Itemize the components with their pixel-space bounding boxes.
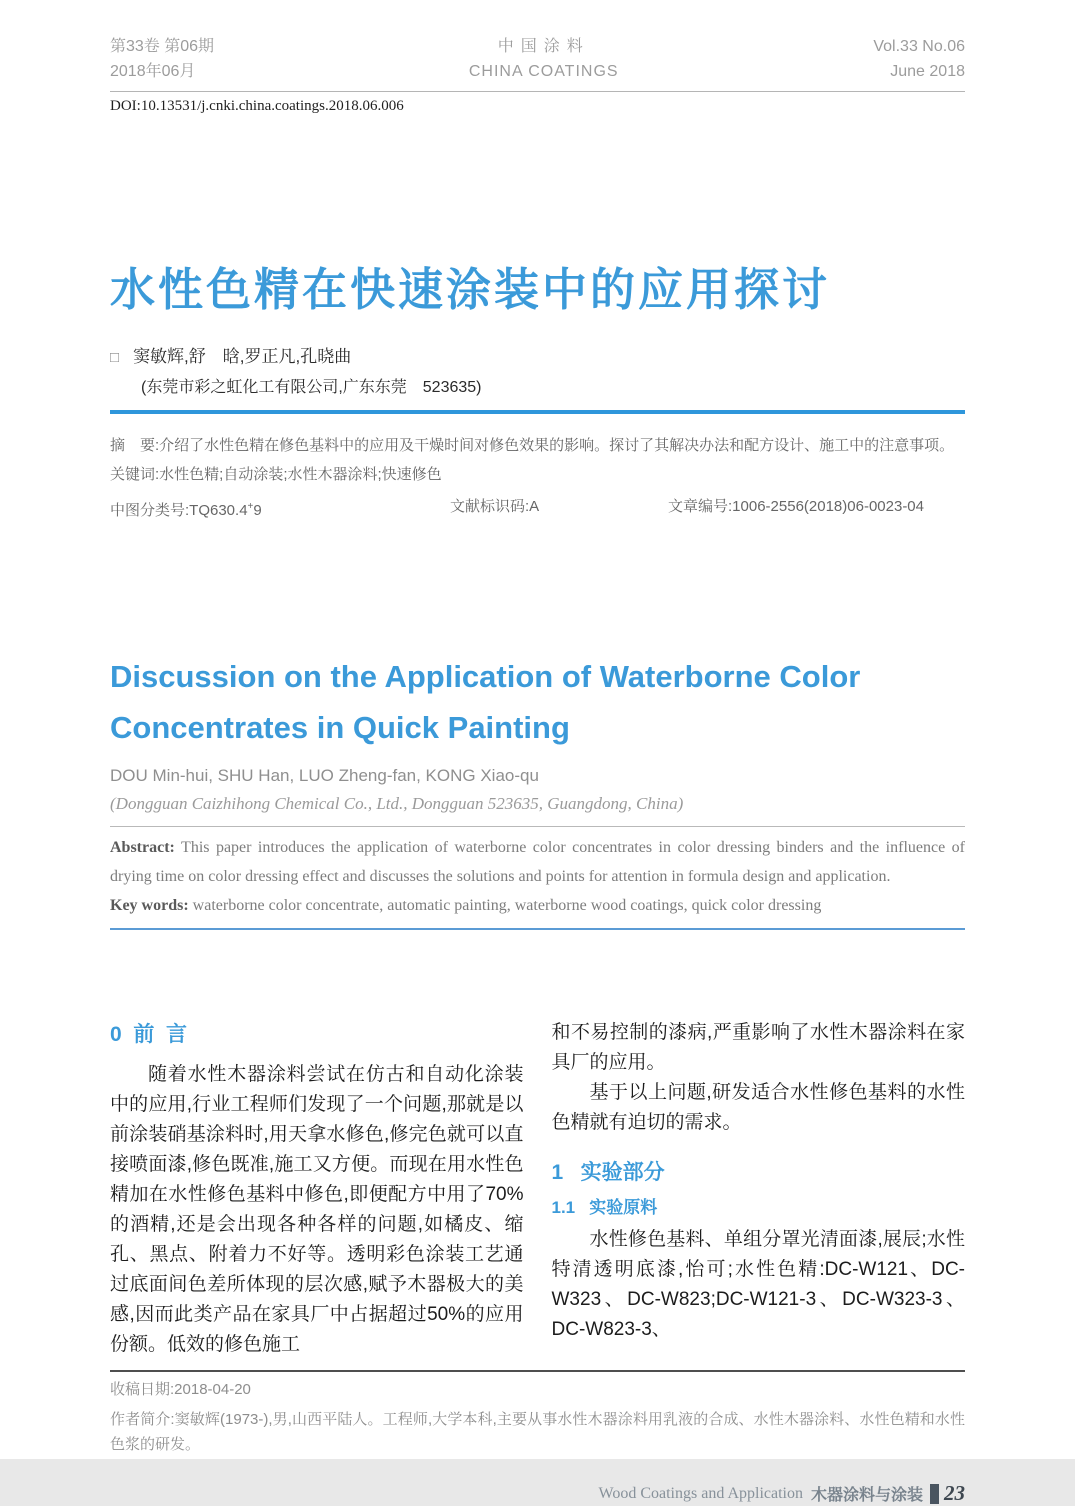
affiliation-en: (Dongguan Caizhihong Chemical Co., Ltd., Dongguan 523635, Guangdong, China)	[110, 794, 684, 813]
paragraph: 和不易控制的漆病,严重影响了水性木器涂料在家具厂的应用。	[551, 1022, 965, 1073]
footnote-block	[110, 1370, 965, 1457]
body-columns	[110, 1018, 965, 1360]
issue-info-cn: 第33卷 第06期	[110, 38, 215, 55]
clc-tail: 9	[253, 502, 262, 519]
abstract-en-block	[110, 833, 965, 920]
keywords-cn-line	[110, 460, 965, 489]
header-center	[469, 34, 619, 84]
article-id-label: 文章编号:	[668, 498, 733, 515]
received-date-line	[110, 1377, 965, 1402]
title-divider-rule	[110, 410, 965, 414]
footer-section-title-en: Wood Coatings and Application	[598, 1484, 803, 1502]
abstract-label-cn: 摘 要:	[110, 437, 160, 454]
article-title-en	[110, 651, 965, 753]
clc-number	[110, 492, 450, 525]
clc-value: TQ630.4	[189, 502, 248, 519]
authors-cn-row	[110, 342, 965, 367]
volume-info-en: Vol.33 No.06	[873, 38, 965, 55]
keywords-label-cn: 关键词:	[110, 466, 160, 483]
footer-section-title-cn: 木器涂料与涂装	[810, 1487, 923, 1504]
page-number: 23	[944, 1481, 965, 1505]
document-code-label: 文献标识码:	[450, 498, 530, 515]
section-1-heading: 1 实验部分	[551, 1161, 665, 1184]
authors-en: DOU Min-hui, SHU Han, LUO Zheng-fan, KONG Xiao-qu	[110, 766, 539, 785]
doi-text: DOI:10.13531/j.cnki.china.coatings.2018.06.006	[110, 98, 404, 114]
issue-date-en: June 2018	[890, 63, 965, 80]
journal-name-cn: 中国涂料	[497, 38, 590, 55]
header-divider	[110, 91, 965, 92]
author-names-cn: 窦敏辉,舒 晗,罗正凡,孔晓曲	[133, 347, 352, 366]
left-column	[110, 1018, 524, 1360]
article-title-cn: 水性色精在快速涂装中的应用探讨	[110, 264, 831, 315]
keywords-label-en: Key words:	[110, 897, 189, 914]
keywords-en-line	[110, 891, 965, 920]
keywords-cn: 水性色精;自动涂装;水性木器涂料;快速修色	[159, 466, 442, 483]
page-footer	[110, 1481, 965, 1506]
page-number-bar	[930, 1484, 939, 1504]
keywords-en: waterborne color concentrate, automatic painting, waterborne wood coatings, quick color dressing	[188, 897, 822, 914]
journal-name-en: CHINA COATINGS	[468, 63, 619, 80]
article-title-en-line2: Concentrates in Quick Painting	[110, 710, 570, 745]
abstract-en-line	[110, 833, 965, 891]
footnote-divider-rule	[110, 1370, 965, 1372]
abstract-divider-rule	[110, 928, 965, 930]
article-id-value: 1006-2556(2018)06-0023-04	[732, 498, 924, 515]
section-0-heading: 0 前 言	[110, 1023, 188, 1046]
document-code-value: A	[529, 498, 540, 515]
author-bio-line	[110, 1407, 965, 1457]
abstract-text-cn: 介绍了水性色精在修色基料中的应用及干燥时间对修色效果的影响。探讨了其解决办法和配方设计、施工中的注意事项。	[159, 437, 955, 454]
header-left	[110, 34, 214, 84]
issue-date-cn: 2018年06月	[110, 63, 196, 80]
clc-label: 中图分类号:	[110, 502, 190, 519]
abstract-text-en: This paper introduces the application of waterborne color concentrates in color dressing binders and the influence of drying time on color dressing effect and discusses the solutions and points for attention in formula design and application.	[110, 839, 965, 885]
header-right	[873, 34, 965, 84]
abstract-cn-block	[110, 431, 965, 525]
author-bio: 窦敏辉(1973-),男,山西平陆人。工程师,大学本科,主要从事水性木器涂料用乳液的合成、水性木器涂料、水性色精和水性色浆的研发。	[110, 1411, 966, 1453]
author-marker-square: □	[110, 349, 120, 366]
clc-superscript: +	[247, 501, 254, 512]
abstract-cn-line	[110, 431, 965, 460]
right-column	[552, 1018, 966, 1360]
document-code	[450, 492, 668, 525]
abstract-label-en: Abstract:	[110, 839, 175, 856]
article-id	[668, 492, 924, 525]
affiliation-cn: (东莞市彩之虹化工有限公司,广东东莞 523635)	[141, 379, 482, 396]
received-date-label: 收稿日期:	[110, 1381, 175, 1398]
paragraph: 水性修色基料、单组分罩光清面漆,展辰;水性特清透明底漆,怡可;水性色精:DC-W121、DC-W323、DC-W823;DC-W121-3、DC-W323-3、DC-W823-3、	[551, 1229, 965, 1340]
en-title-divider	[110, 826, 965, 827]
article-title-en-line1: Discussion on the Application of Waterborne Color	[110, 659, 861, 694]
author-bio-label: 作者简介:	[110, 1411, 175, 1428]
classification-row	[110, 492, 965, 525]
paragraph: 随着水性木器涂料尝试在仿古和自动化涂装中的应用,行业工程师们发现了一个问题,那就是以前涂装硝基涂料时,用天拿水修色,修完色就可以直接喷面漆,修色既准,施工又方便。而现在用水性色精加在水性修色基料中修色,即便配方中用了70%的酒精,还是会出现各种各样的问题,如橘皮、缩孔、黑点、附着力不好等。透明彩色涂装工艺通过底面间色差所体现的层次感,赋予木器极大的美感,因而此类产品在家具厂中占据超过50%的应用份额。低效的修色施工	[110, 1064, 524, 1355]
journal-header	[110, 34, 965, 84]
section-1-1-heading: 1.1 实验原料	[551, 1198, 658, 1217]
received-date: 2018-04-20	[174, 1381, 251, 1398]
paragraph: 基于以上问题,研发适合水性修色基料的水性色精就有迫切的需求。	[551, 1082, 965, 1133]
